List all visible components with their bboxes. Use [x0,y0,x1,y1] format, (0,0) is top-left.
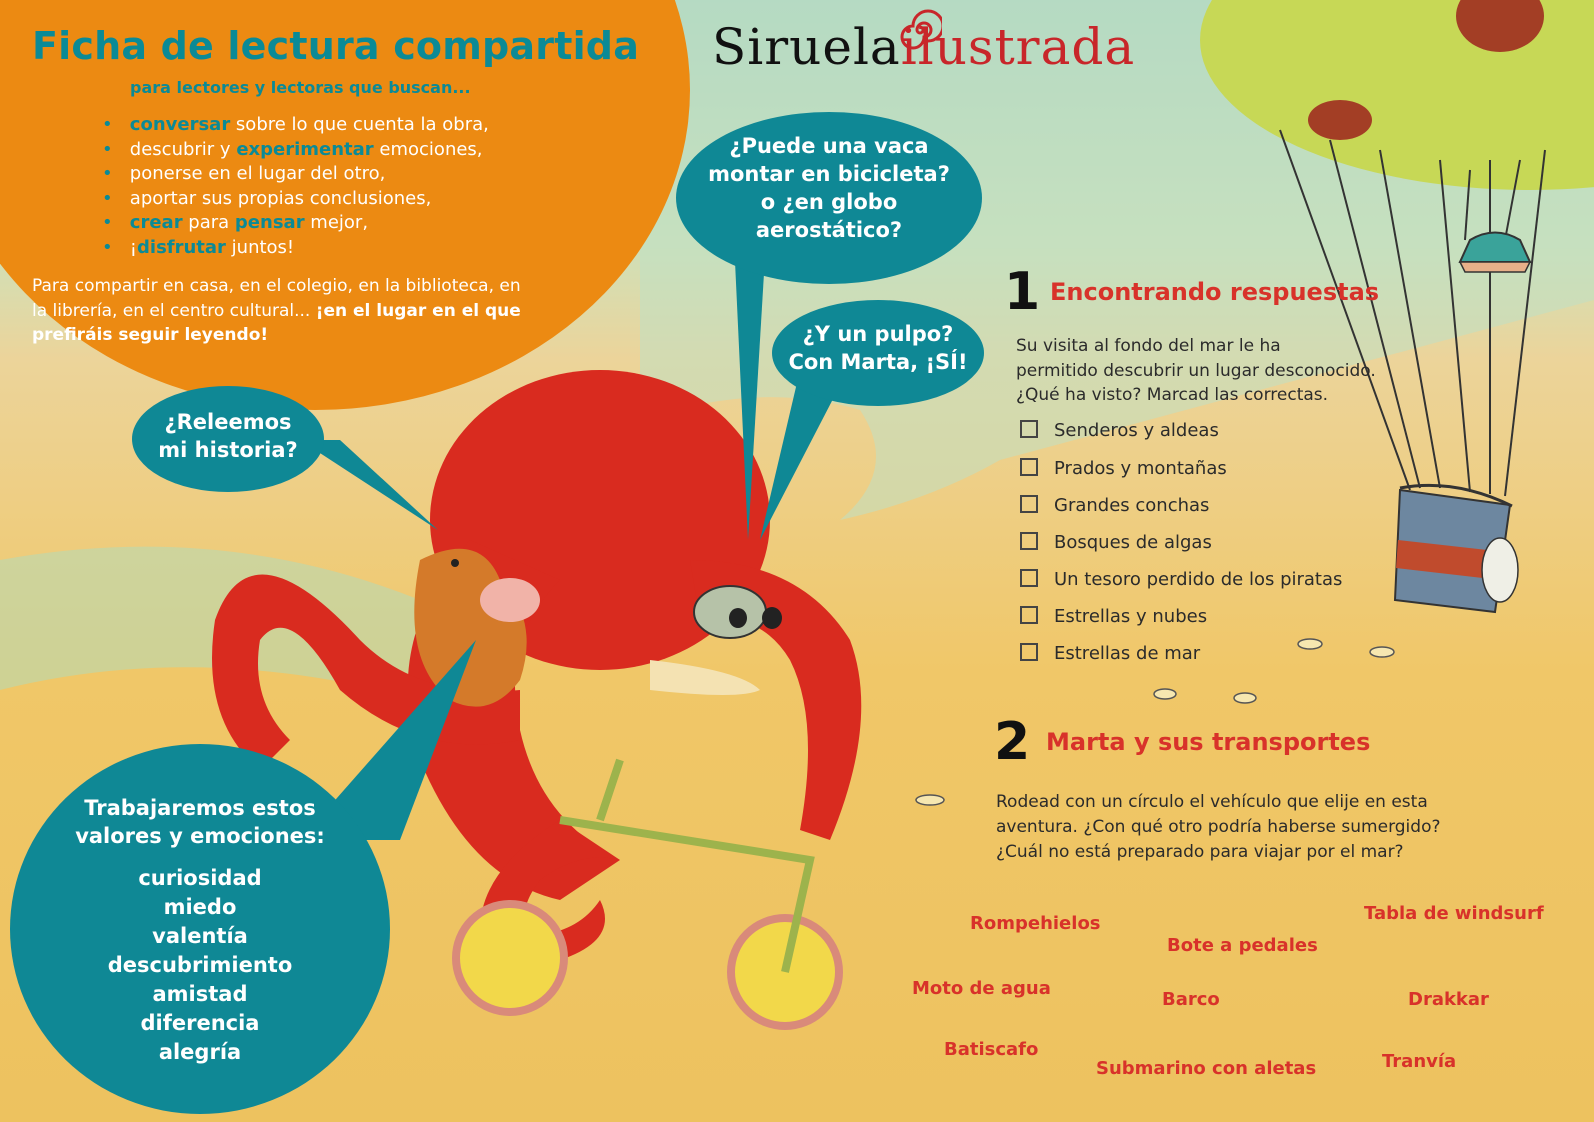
list-item: • crear para pensar mejor, [102,212,369,233]
checkbox-tesoro[interactable] [1020,569,1038,587]
vehicle-option[interactable]: Moto de agua [912,978,1051,999]
section-1-title: Encontrando respuestas [1050,278,1380,306]
option-label: Grandes conchas [1054,495,1210,516]
list-item: • ponerse en el lugar del otro, [102,163,386,184]
vehicle-option[interactable]: Submarino con aletas [1096,1058,1317,1079]
section-2-title: Marta y sus transportes [1046,728,1371,756]
checkbox-estrellas-nubes[interactable] [1020,606,1038,624]
list-item: • aportar sus propias conclusiones, [102,187,432,209]
list-item: • conversar sobre lo que cuenta la obra, [102,114,489,135]
list-item: • ¡disfrutar juntos! [102,236,295,258]
checkbox-estrellas-mar[interactable] [1020,643,1038,661]
intro-content [32,24,652,348]
option-label: Estrellas de mar [1054,643,1201,664]
vehicle-option[interactable]: Tabla de windsurf [1364,903,1544,924]
vehicle-option[interactable]: Barco [1162,989,1220,1010]
option-label: Bosques de algas [1054,532,1212,553]
speech-bubble-vaca: ¿Puede una vaca montar en bicicleta? o ¿en globo aerostático? [676,112,982,284]
option-label: Senderos y aldeas [1054,420,1219,441]
vehicle-option[interactable]: Rompehielos [970,913,1101,934]
section-2-intro: Rodead con un círculo el vehículo que elije en esta aventura. ¿Con qué otro podría haberse sumergido? ¿Cuál no está preparado para viajar por el mar? [996,792,1441,862]
values-list: curiosidad miedo valentía descubrimiento amistad diferencia alegría [107,866,293,1064]
list-item: • descubrir y experimentar emociones, [102,138,483,160]
checkbox-conchas[interactable] [1020,495,1038,513]
checkbox-senderos[interactable] [1020,420,1038,438]
option-label: Un tesoro perdido de los piratas [1054,569,1343,590]
vehicle-option[interactable]: Batiscafo [944,1039,1039,1060]
section-2-number: 2 [994,712,1031,772]
option-label: Estrellas y nubes [1054,606,1208,627]
option-label: Prados y montañas [1054,458,1227,479]
speech-bubble-pulpo: ¿Y un pulpo? Con Marta, ¡SÍ! [772,300,984,406]
values-bubble: Trabajaremos estos valores y emociones: curiosidad miedo valentía descubrimiento amistad diferencia alegría [10,744,390,1114]
vehicle-option[interactable]: Drakkar [1408,989,1489,1010]
vehicle-option[interactable]: Tranvía [1382,1051,1457,1072]
intro-bullet-list [102,113,652,260]
siruela-ilustrada-logo: Siruelailustrada [712,18,1136,76]
checkbox-algas[interactable] [1020,532,1038,550]
share-paragraph: Para compartir en casa, en el colegio, en la biblioteca, en la librería, en el centro cultural... ¡en el lugar en el que prefiráis seguir leyendo! [32,276,521,345]
section-1-number: 1 [1004,262,1041,322]
intro-subtitle: para lectores y lectoras que buscan... [130,78,471,97]
vehicle-option[interactable]: Bote a pedales [1167,935,1318,956]
section-1-intro: Su visita al fondo del mar le ha permitido descubrir un lugar desconocido. ¿Qué ha visto? Marcad las correctas. [1016,336,1376,405]
page-title: Ficha de lectura compartida [32,24,640,68]
speech-bubble-releemos: ¿Releemos mi historia? [132,386,324,492]
spiral-icon [898,8,942,52]
checkbox-prados[interactable] [1020,458,1038,476]
